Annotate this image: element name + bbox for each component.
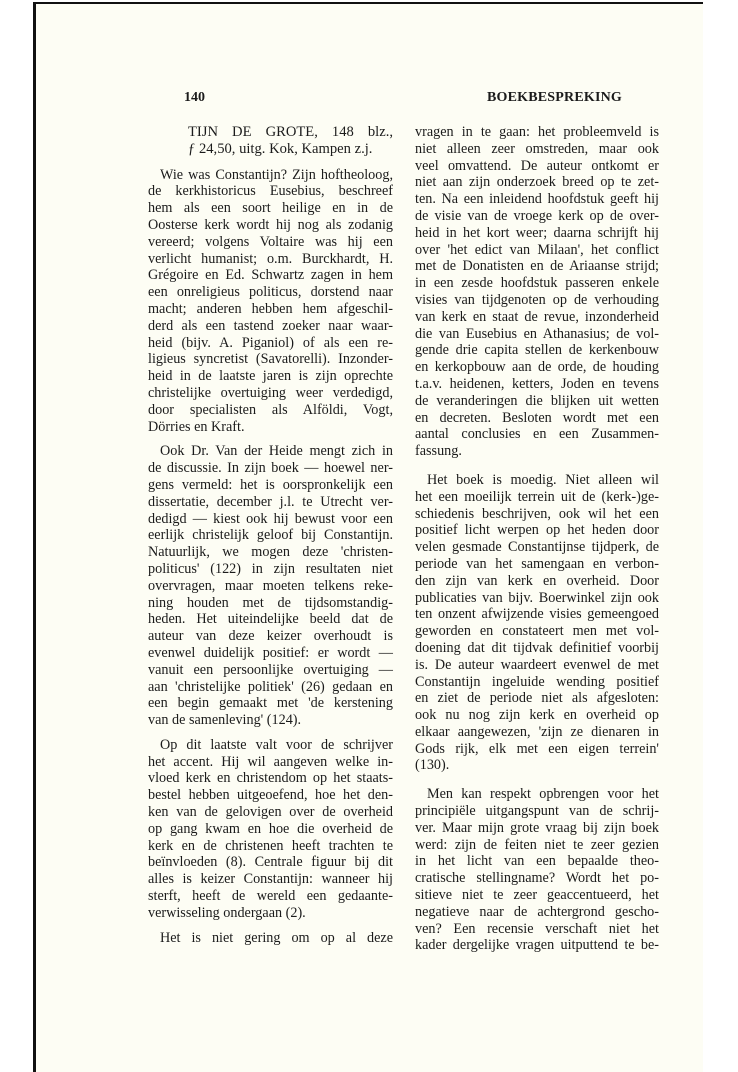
text-line: periode van het samengaan en verbon- [415, 555, 659, 572]
text-line: aan 'christelijke politiek' (26) gedaan en [148, 678, 393, 695]
text-line: ten. Na een inleidend hoofdstuk geeft hij [415, 191, 659, 208]
text-line: t.a.v. heidenen, ketters, Joden en tevens [415, 375, 659, 392]
text-line: verlicht humanist; o.m. Burckhardt, H. [148, 250, 393, 267]
text-line: derd als een tastend zoeker naar waar- [148, 317, 393, 334]
text-line: kader dergelijke vragen uitputtend te be- [415, 937, 659, 954]
text-line: Op dit laatste valt voor de schrijver [160, 736, 393, 753]
text-line: elkaar aangewezen, 'zijn ze dienaren in [415, 723, 659, 740]
text-line: heden. Het uiteindelijke beeld dat de [148, 611, 393, 628]
text-line: die van Eusebius en Athanasius; de vol- [415, 325, 659, 342]
text-line: aantal conclusies en een Zusammen- [415, 426, 659, 443]
text-line: dissertatie, december j.l. te Utrecht ver- [148, 493, 393, 510]
text-line: Dörries en Kraft. [148, 418, 245, 435]
text-line: Het is niet gering om op al deze [160, 929, 393, 946]
text-line: het accent. Hij wil aangeven welke in- [148, 753, 393, 770]
paragraph [415, 124, 659, 460]
text-line: schiedenis beschrijven, ook wil het een [415, 505, 659, 522]
text-line: velen gesmade Constantijnse tijdperk, de [415, 539, 659, 556]
text-line: op gang kwam en hoe die overheid de [148, 820, 393, 837]
text-line: kerk en de christenen heeft trachten te [148, 837, 393, 854]
left-column [148, 124, 393, 946]
right-paragraphs [415, 124, 659, 954]
text-line: een onreligieus politicus, dorstend naar [148, 284, 393, 301]
text-line: Het boek is moedig. Niet alleen wil [427, 471, 659, 488]
text-line: is. De auteur waardeert evenwel de met [415, 656, 659, 673]
text-line: gens vermeld: het is oorspronkelijk een [148, 476, 393, 493]
text-line: sitieve niet te zeer geaccentueerd, het [415, 887, 659, 904]
paragraph [148, 930, 393, 947]
text-line: fassung. [415, 443, 462, 460]
text-line: gende drie capita stellen de kerkenbouw [415, 342, 659, 359]
text-line: heid (bijv. A. Piganiol) of als een re- [148, 334, 393, 351]
text-line: hem als een soort heilige en in de [148, 200, 393, 217]
right-column [415, 124, 659, 954]
text-line: (130). [415, 757, 450, 774]
text-line: een begin gemaakt met 'de kerstening [148, 695, 393, 712]
text-line: politicus' (122) in zijn resultaten niet [148, 560, 393, 577]
paragraph [148, 167, 393, 436]
running-title: BOEKBESPREKING [486, 90, 622, 105]
left-paragraphs [148, 167, 393, 947]
text-line: cratische stellingname? Wordt het po- [415, 870, 659, 887]
text-line: de discussie. In zijn boek — hoewel ner- [148, 460, 393, 477]
text-line: bestel hebben uitgeoefend, hoe het den- [148, 787, 393, 804]
text-line: ken van de gelovigen over de overheid [148, 804, 393, 821]
text-line: christelijke overtuiging weer verdedigd, [148, 384, 393, 401]
text-line: publicaties van bijv. Boerwinkel zijn ook [415, 589, 659, 606]
text-line: veel omvattend. De auteur ontkomt er [415, 157, 659, 174]
text-line: negatieve naar de achtergrond gescho- [415, 903, 659, 920]
text-line: over 'het edict van Milaan', het conflict [415, 241, 659, 258]
text-line: verwisseling ondergaan (2). [148, 904, 306, 921]
text-line: in een zesde hoofdstuk passeren enkele [415, 275, 659, 292]
text-line: en kerkopbouw aan de orde, de houding [415, 359, 659, 376]
text-line: Constantijn ingeluide wending positief [415, 673, 659, 690]
text-line: en ziet de periode niet als afgesloten: [415, 690, 659, 707]
text-line: de visie van de vroege kerk op de over- [415, 207, 659, 224]
text-line: positief licht werpen op het heden door [415, 522, 659, 539]
text-line: van kerk en staat de revue, inzonderheid [415, 308, 659, 325]
text-line: heid in het kort weer; daarna schrijft hij [415, 224, 659, 241]
text-line: auteur van deze keizer overhoudt is [148, 628, 393, 645]
text-line: Ook Dr. Van der Heide mengt zich in [160, 443, 393, 460]
title-line: TIJN DE GROTE, 148 blz., [188, 124, 393, 140]
text-line: in het licht van een bepaalde theo- [415, 853, 659, 870]
text-line: vragen in te gaan: het probleemveld is [415, 124, 659, 140]
title-line: ƒ 24,50, uitg. Kok, Kampen z.j. [188, 140, 373, 157]
text-line: heid in de laatste jaren is zijn oprechte [148, 368, 393, 385]
paragraph [148, 443, 393, 729]
text-line: Oosterse kerk wordt hij nog als zodanig [148, 216, 393, 233]
text-line: het een moeilijk terrein uit de (kerk-)ge- [415, 488, 659, 505]
text-line: ten onzent afwijzende visies gemeengoed [415, 606, 659, 623]
text-line: met de Donatisten en de Ariaanse strijd; [415, 258, 659, 275]
text-line: niet aan zijn onderzoek breed op te zet- [415, 174, 659, 191]
text-line: beïnvloeden (8). Centrale figuur bij dit [148, 854, 393, 871]
text-line: Gods rijk, elk met een eigen terrein' [415, 740, 659, 757]
text-line: ning houden met de tijdsomstandig- [148, 594, 393, 611]
text-line: werd: zijn de feiten niet te zeer gezien [415, 836, 659, 853]
paragraph [148, 737, 393, 922]
text-line: alles is keizer Constantijn: wanneer hij [148, 871, 393, 888]
text-line: macht; anderen hebben hem afgeschil- [148, 300, 393, 317]
text-line: Wie was Constantijn? Zijn hoftheoloog, [160, 166, 393, 183]
text-line: de kerkhistoricus Eusebius, beschreef [148, 183, 393, 200]
text-line: doening dat dit tijdvak definitief voorbij [415, 639, 659, 656]
text-line: dedigd — kiest ook hij bewust voor een [148, 510, 393, 527]
text-line: vanuit een persoonlijke overtuiging — [148, 661, 393, 678]
text-line: vloed kerk en christendom op het staats- [148, 770, 393, 787]
text-line: de veranderingen die blijken uit wetten [415, 392, 659, 409]
text-line: den zijn van kerk en overheid. Door [415, 572, 659, 589]
text-line: niet alleen zeer omstreden, maar ook [415, 140, 659, 157]
page-number: 140 [184, 90, 205, 105]
text-line: principiële uitgangspunt van de schrij- [415, 803, 659, 820]
text-line: sterft, heeft de wereld een gedaante- [148, 888, 393, 905]
text-line: ligieus syncretist (Savatorelli). Inzonder- [148, 351, 393, 368]
text-line: van de samenleving' (124). [148, 712, 302, 729]
text-line: overvragen, maar moeten telkens reke- [148, 577, 393, 594]
text-line: evenwel duidelijk positief: er wordt — [148, 644, 393, 661]
text-line: geworden en constateert men met vol- [415, 623, 659, 640]
text-line: door specialisten als Alföldi, Vogt, [148, 401, 393, 418]
text-line: en decreten. Besloten wordt met een [415, 409, 659, 426]
text-line: ver. Maar mijn grote vraag bij zijn boek [415, 819, 659, 836]
text-line: vereerd; volgens Voltaire was hij een [148, 233, 393, 250]
paragraph [415, 472, 659, 774]
text-line: eerlijk christelijk geloof bij Constantijn. [148, 527, 393, 544]
text-line: Natuurlijk, we mogen deze 'christen- [148, 544, 393, 561]
review-title [148, 124, 393, 158]
text-line: ook nu nog zijn kerk en overheid op [415, 707, 659, 724]
text-line: Men kan respekt opbrengen voor het [427, 786, 659, 803]
text-line: ven? Een recensie verschaft niet het [415, 920, 659, 937]
paragraph [415, 786, 659, 954]
text-line: visies van tijdgenoten op de verhouding [415, 291, 659, 308]
text-line: Grégoire en Ed. Schwartz zagen in hem [148, 267, 393, 284]
